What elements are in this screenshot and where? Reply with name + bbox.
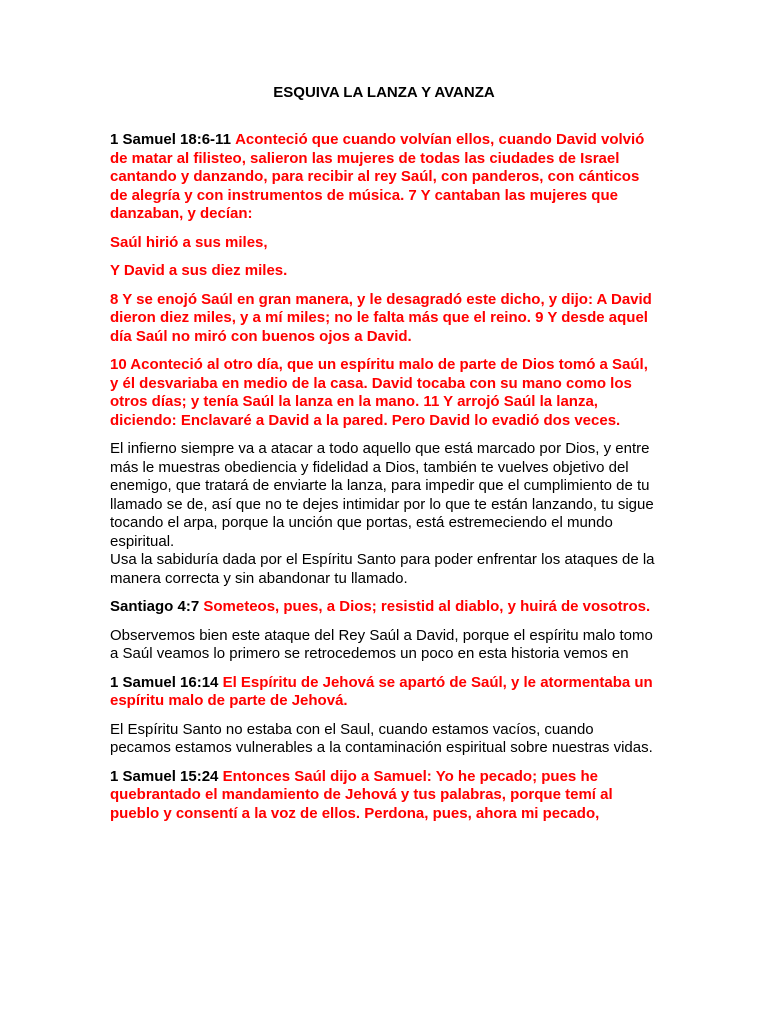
commentary-paragraph-2: Observemos bien este ataque del Rey Saúl a David, porque el espíritu malo tomo a Saúl veamos lo primero se retrocedemos un poco en esta historia vemos en [110, 626, 653, 662]
paragraph-1-samuel-18 [110, 131, 658, 224]
verse-paragraph-8-9: 8 Y se enojó Saúl en gran manera, y le desagradó este dicho, y dijo: A David dieron diez miles, y a mí miles; no le falta más que el reino. 9 Y desde aquel día Saúl no miró con buenos ojos a David. [110, 290, 652, 345]
paragraph-1-samuel-15 [110, 768, 658, 824]
scripture-reference: 1 Samuel 15:24 [110, 767, 219, 785]
scripture-reference: Santiago 4:7 [110, 598, 200, 615]
scripture-text: El Espíritu de Jehová se apartó de Saúl, y le atormentaba un espíritu malo de parte de Jehová. [110, 673, 653, 709]
verse-line-david: Y David a sus diez miles. [110, 262, 288, 279]
document-page [110, 84, 658, 833]
commentary-paragraph-1 [110, 440, 658, 588]
scripture-text: Entonces Saúl dijo a Samuel: Yo he pecado; pues he quebrantado el mandamiento de Jehová y tus palabras, porque temí al pueblo y consentí a la voz de ellos. Perdona, pues, ahora mi pecado, [110, 767, 613, 822]
scripture-text: Aconteció que cuando volvían ellos, cuando David volvió de matar al filisteo, salieron las mujeres de todas las ciudades de Israel cantando y danzando, para recibir al rey Saúl, con panderos, con cánticos de alegría y con instrumentos de música. 7 Y cantaban las mujeres que danzaban, y decían: [110, 131, 645, 222]
scripture-text: Someteos, pues, a Dios; resistid al diablo, y huirá de vosotros. [203, 598, 651, 615]
paragraph-1-samuel-16 [110, 674, 658, 711]
document-title: ESQUIVA LA LANZA Y AVANZA [273, 84, 495, 101]
scripture-reference: 1 Samuel 16:14 [110, 673, 219, 691]
commentary-text: Usa la sabiduría dada por el Espíritu Santo para poder enfrentar los ataques de la manera correcta y sin abandonar tu llamado. [110, 551, 655, 587]
paragraph-santiago [110, 598, 658, 617]
scripture-reference: 1 Samuel 18:6-11 [110, 131, 231, 148]
verse-paragraph-10-11: 10 Aconteció al otro día, que un espíritu malo de parte de Dios tomó a Saúl, y él desvariaba en medio de la casa. David tocaba con su mano como los otros días; y tenía Saúl la lanza en la mano. 11 Y arrojó Saúl la lanza, diciendo: Enclavaré a David a la pared. Pero David lo evadió dos veces. [110, 356, 648, 429]
verse-line-saul: Saúl hirió a sus miles, [110, 233, 268, 251]
commentary-paragraph-3: El Espíritu Santo no estaba con el Saul, cuando estamos vacíos, cuando pecamos estamos vulnerables a la contaminación espiritual sobre nuestras vidas. [110, 720, 653, 756]
commentary-text: El infierno siempre va a atacar a todo aquello que está marcado por Dios, y entre más le muestras obediencia y fidelidad a Dios, también te vuelves objetivo del enemigo, que tratará de enviarte la lanza, para impedir que el cumplimiento de tu llamado se de, así que no te dejes intimidar por lo que te están lanzando, tu sigue tocando el arpa, porque la unción que portas, está estremeciendo el mundo espiritual. [110, 440, 654, 550]
